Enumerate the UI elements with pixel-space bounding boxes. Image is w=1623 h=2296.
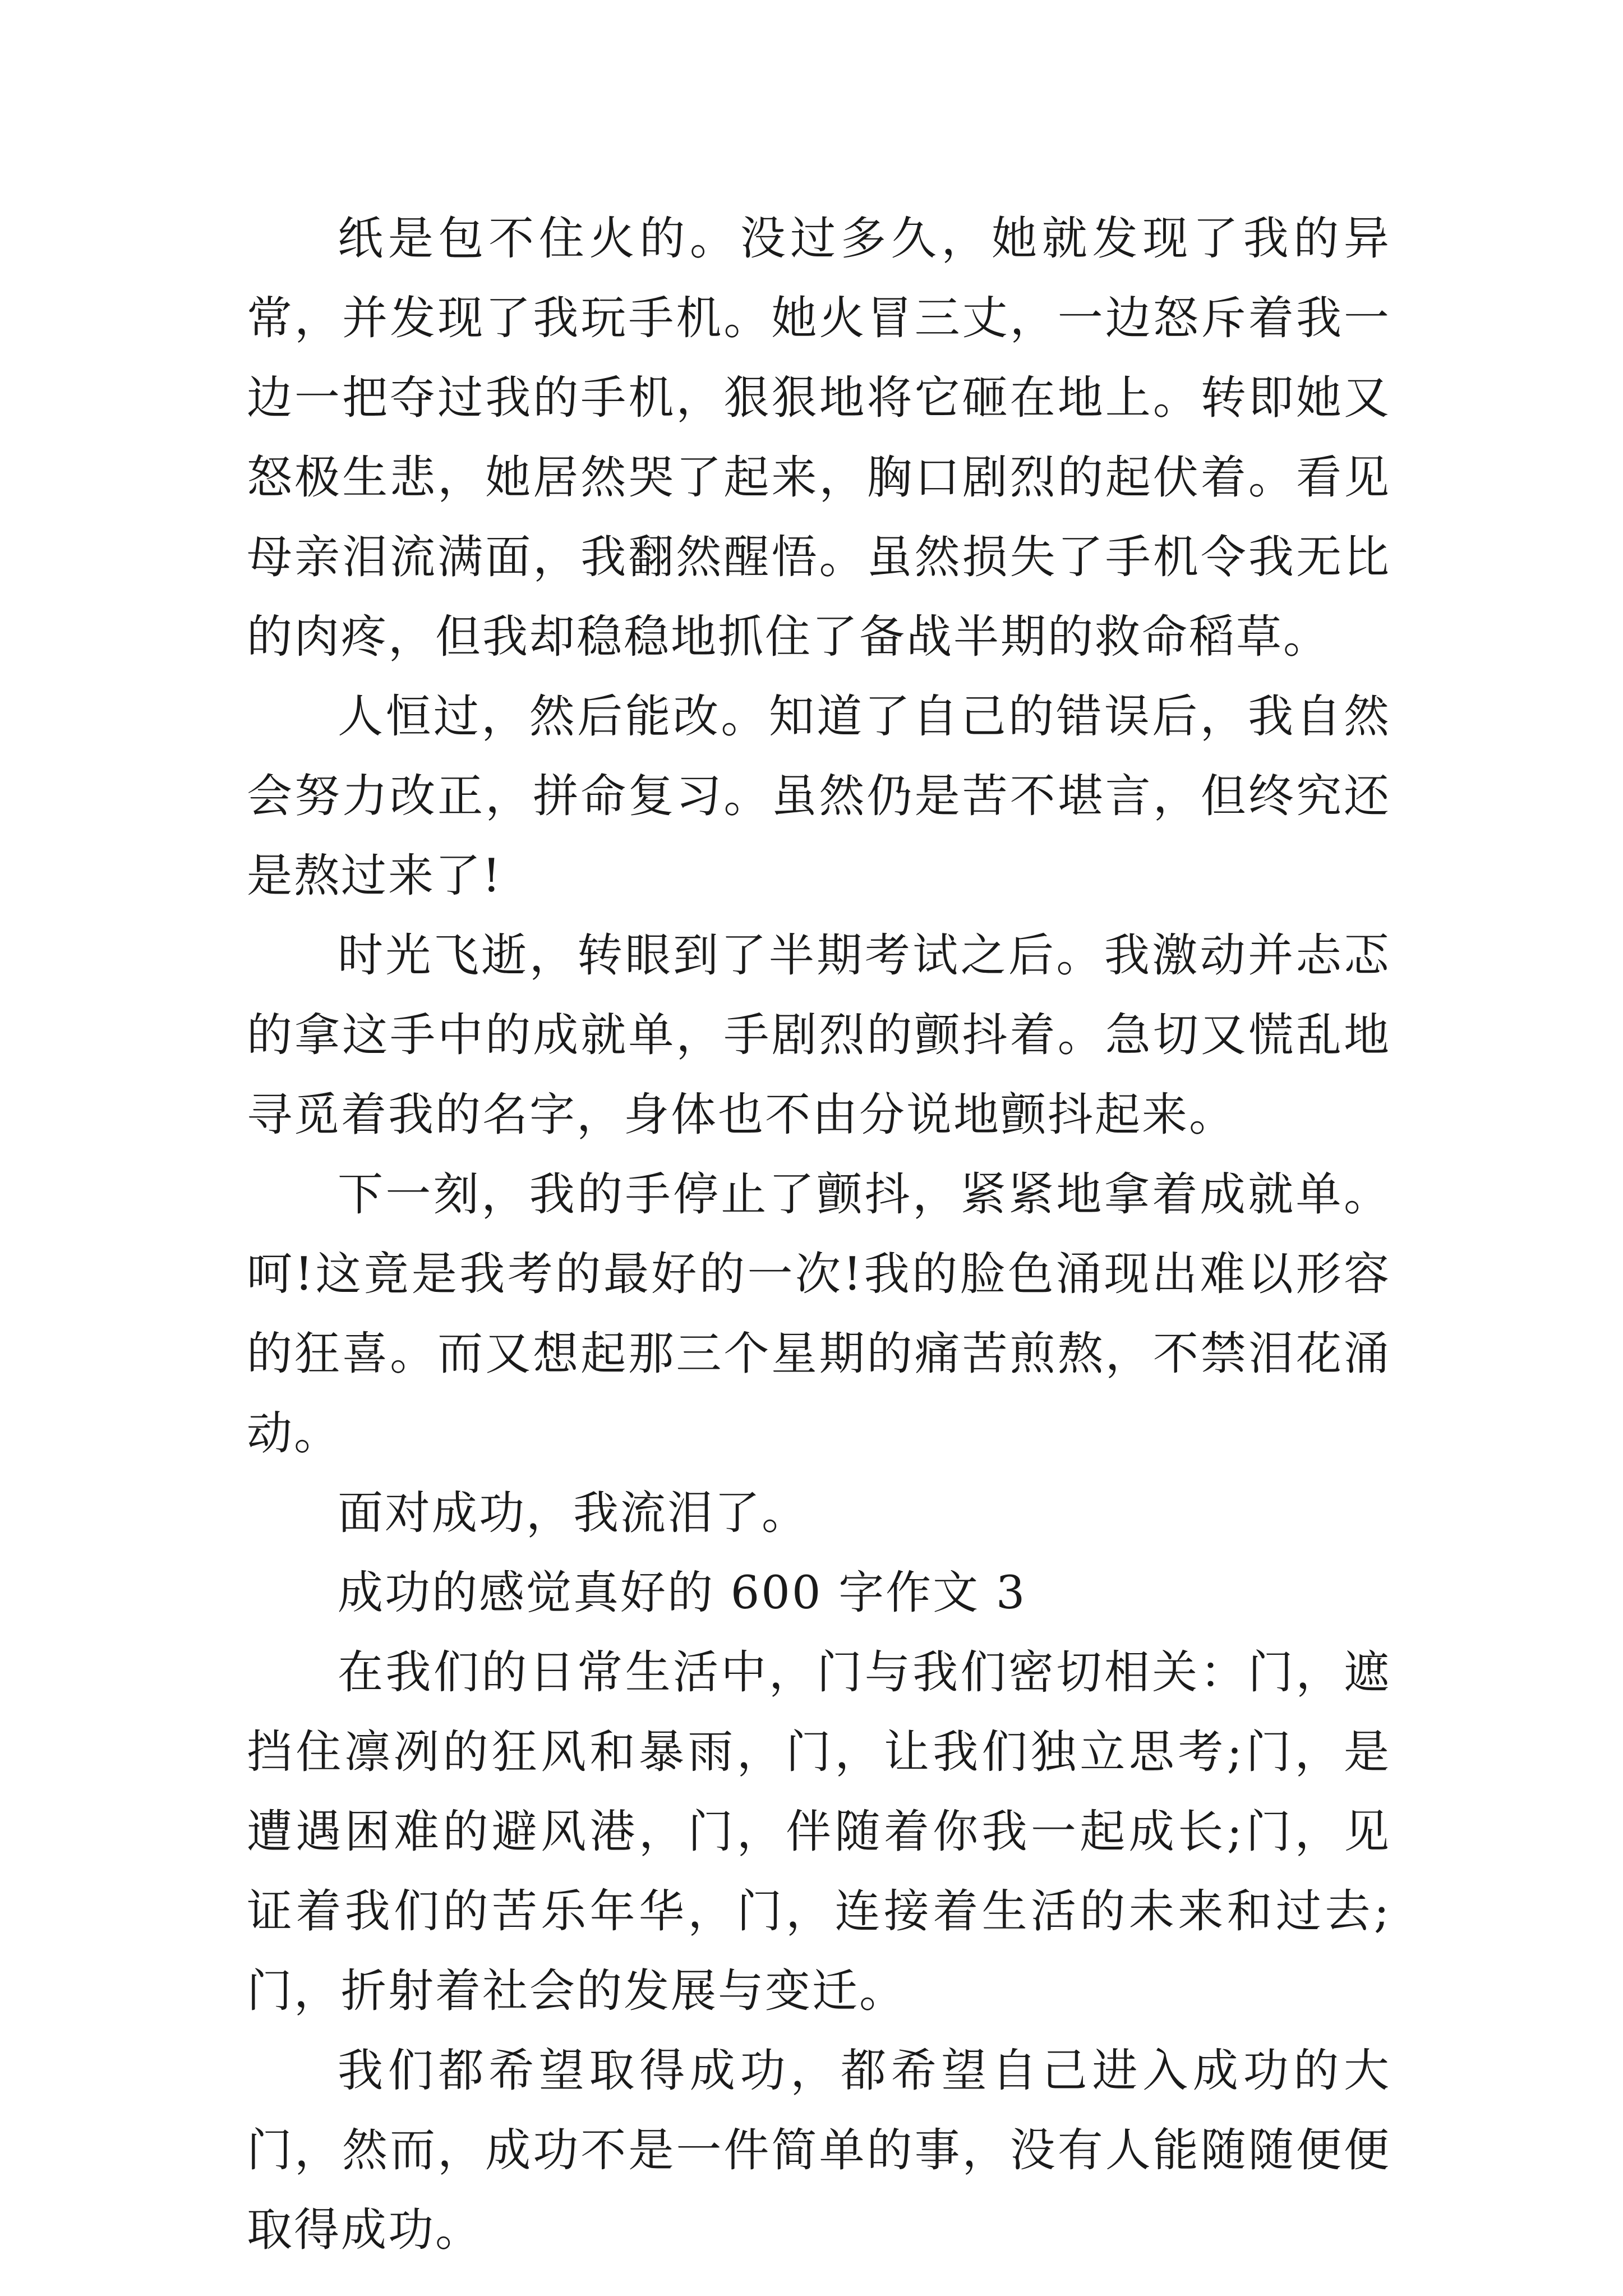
paragraph-7: 我们都希望取得成功，都希望自己进入成功的大门，然而，成功不是一件简单的事，没有人能随随便便取得成功。: [247, 2045, 1391, 2257]
paragraph-1: 纸是包不住火的。没过多久，她就发现了我的异常，并发现了我玩手机。她火冒三丈，一边怒斥着我一边一把夺过我的手机，狠狠地将它砸在地上。转即她又怒极生悲，她居然哭了起来，胸口剧烈的起伏着。看见母亲泪流满面，我翻然醒悟。虽然损失了手机令我无比的肉疼，但我却稳稳地抓住了备战半期的救命稻草。: [247, 213, 1391, 664]
essay-title: 成功的感觉真好的 600 字作文 3: [338, 1567, 1027, 1619]
paragraph-5: 面对成功，我流泪了。: [338, 1487, 809, 1540]
paragraph-2: 人恒过，然后能改。知道了自己的错误后，我自然会努力改正，拼命复习。虽然仍是苦不堪言，但终究还是熬过来了!: [247, 691, 1391, 903]
paragraph-3: 时光飞逝，转眼到了半期考试之后。我激动并忐忑的拿这手中的成就单，手剧烈的颤抖着。急切又慌乱地寻觅着我的名字，身体也不由分说地颤抖起来。: [247, 930, 1391, 1142]
body-text: [247, 199, 1391, 2270]
paragraph-6: 在我们的日常生活中，门与我们密切相关：门，遮挡住凛冽的狂风和暴雨，门，让我们独立思考;门，是遭遇困难的避风港，门，伴随着你我一起成长;门，见证着我们的苦乐年华，门，连接着生活的未来和过去;门，折射着社会的发展与变迁。: [247, 1646, 1391, 2018]
paragraph-4: 下一刻，我的手停止了颤抖，紧紧地拿着成就单。呵!这竟是我考的最好的一次!我的脸色涌现出难以形容的狂喜。而又想起那三个星期的痛苦煎熬，不禁泪花涌动。: [247, 1168, 1391, 1460]
